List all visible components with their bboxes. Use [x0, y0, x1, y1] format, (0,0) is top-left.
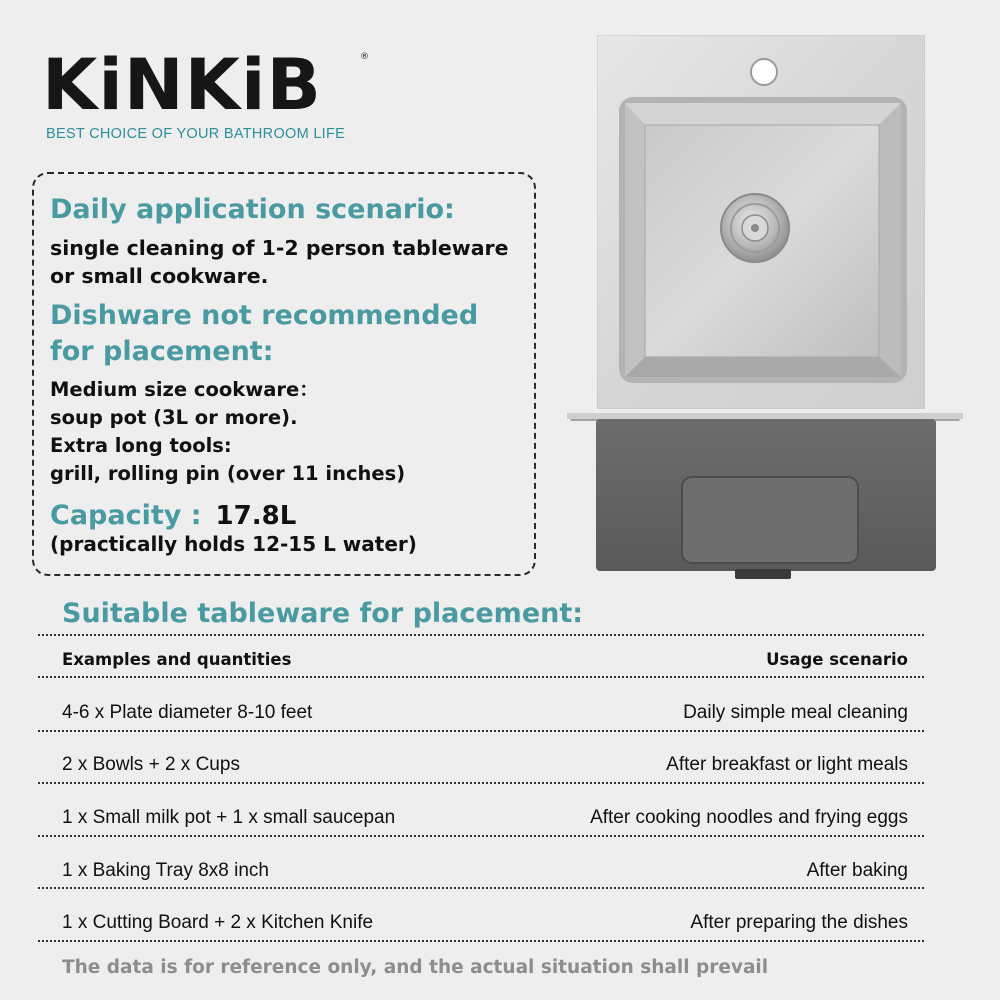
- divider: [38, 782, 924, 784]
- divider: [38, 730, 924, 732]
- row-usage: After baking: [806, 860, 908, 881]
- capacity-row: [50, 500, 296, 531]
- table-title: Suitable tableware for placement:: [62, 598, 584, 629]
- footnote: The data is for reference only, and the actual situation shall prevail: [62, 957, 769, 978]
- row-usage: After cooking noodles and frying eggs: [590, 807, 908, 828]
- capacity-value: 17.8L: [215, 501, 297, 531]
- capacity-note: (practically holds 12-15 L water): [50, 532, 417, 556]
- table-row: [62, 912, 908, 940]
- row-usage: Daily simple meal cleaning: [683, 702, 908, 723]
- table-row: [62, 807, 908, 835]
- row-example: 2 x Bowls + 2 x Cups: [62, 754, 240, 775]
- divider: [38, 940, 924, 942]
- brand-logo: [42, 44, 372, 142]
- table-header-row: [62, 650, 908, 678]
- row-usage: After preparing the dishes: [690, 912, 908, 933]
- row-usage: After breakfast or light meals: [666, 754, 908, 775]
- registered-mark: ®: [360, 52, 369, 62]
- row-example: 1 x Cutting Board + 2 x Kitchen Knife: [62, 912, 374, 933]
- dishware-line: soup pot (3L or more).: [50, 406, 298, 429]
- dishware-line: grill, rolling pin (over 11 inches): [50, 462, 406, 485]
- sink-base-image: [567, 405, 963, 587]
- row-example: 4-6 x Plate diameter 8-10 feet: [62, 702, 313, 723]
- sink-top-view-image: [597, 35, 925, 409]
- divider: [38, 835, 924, 837]
- daily-heading: Daily application scenario:: [50, 194, 455, 225]
- row-example: 1 x Baking Tray 8x8 inch: [62, 860, 269, 881]
- column-header-usage: Usage scenario: [766, 650, 908, 669]
- divider: [38, 634, 924, 636]
- divider: [38, 887, 924, 889]
- column-header-examples: Examples and quantities: [62, 650, 292, 669]
- dishware-line: Medium size cookware：: [50, 378, 319, 401]
- divider: [38, 676, 924, 678]
- dishware-list: [50, 376, 530, 488]
- table-row: [62, 702, 908, 730]
- dishware-heading: Dishware not recommended for placement:: [50, 300, 479, 367]
- capacity-label: Capacity :: [50, 500, 202, 531]
- brand-tagline: BEST CHOICE OF YOUR BATHROOM LIFE: [46, 126, 346, 142]
- info-box: [32, 172, 536, 576]
- row-example: 1 x Small milk pot + 1 x small saucepan: [62, 807, 396, 828]
- daily-text: single cleaning of 1-2 person tableware or small cookware.: [50, 236, 509, 288]
- dishware-line: Extra long tools:: [50, 434, 232, 457]
- table-row: [62, 754, 908, 782]
- brand-name: KiNKiB: [42, 44, 322, 126]
- table-row: [62, 860, 908, 888]
